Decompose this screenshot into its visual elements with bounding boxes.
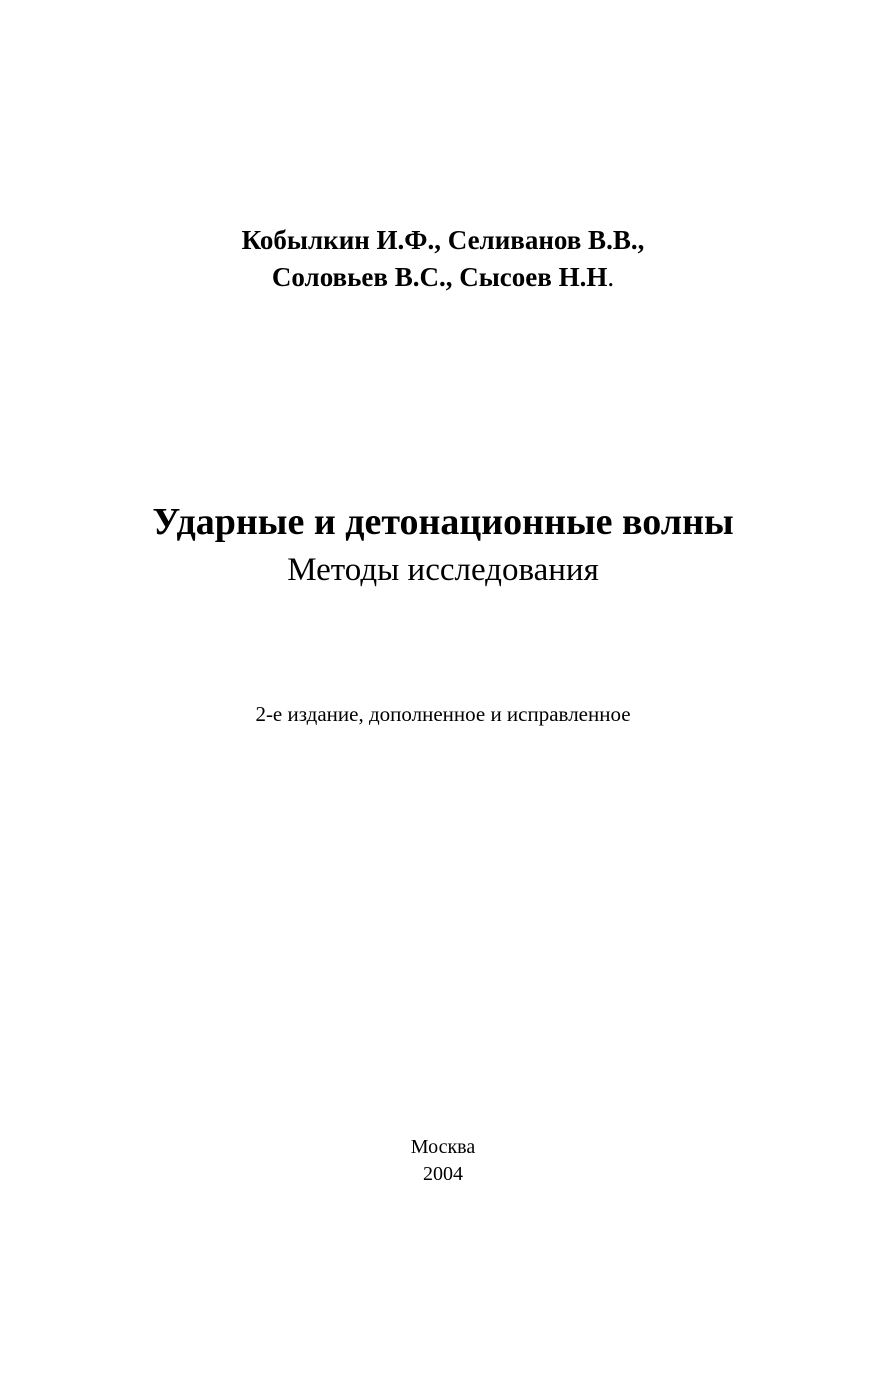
book-subtitle: Методы исследования xyxy=(287,552,599,588)
imprint-year: 2004 xyxy=(423,1163,463,1185)
edition-note: 2-е издание, дополненное и исправленное xyxy=(255,702,631,726)
imprint-city: Москва xyxy=(410,1136,476,1158)
authors-line-2-period: . xyxy=(607,262,615,292)
authors-line-1: Кобылкин И.Ф., Селиванов В.В., xyxy=(241,225,645,255)
authors-line-2 xyxy=(0,259,886,296)
book-title: Ударные и детонационные волны xyxy=(152,501,734,543)
authors-line-2-text: Соловьев В.С., Сысоев Н.Н xyxy=(271,262,608,292)
authors-block xyxy=(0,222,886,296)
imprint-block xyxy=(0,1134,886,1188)
